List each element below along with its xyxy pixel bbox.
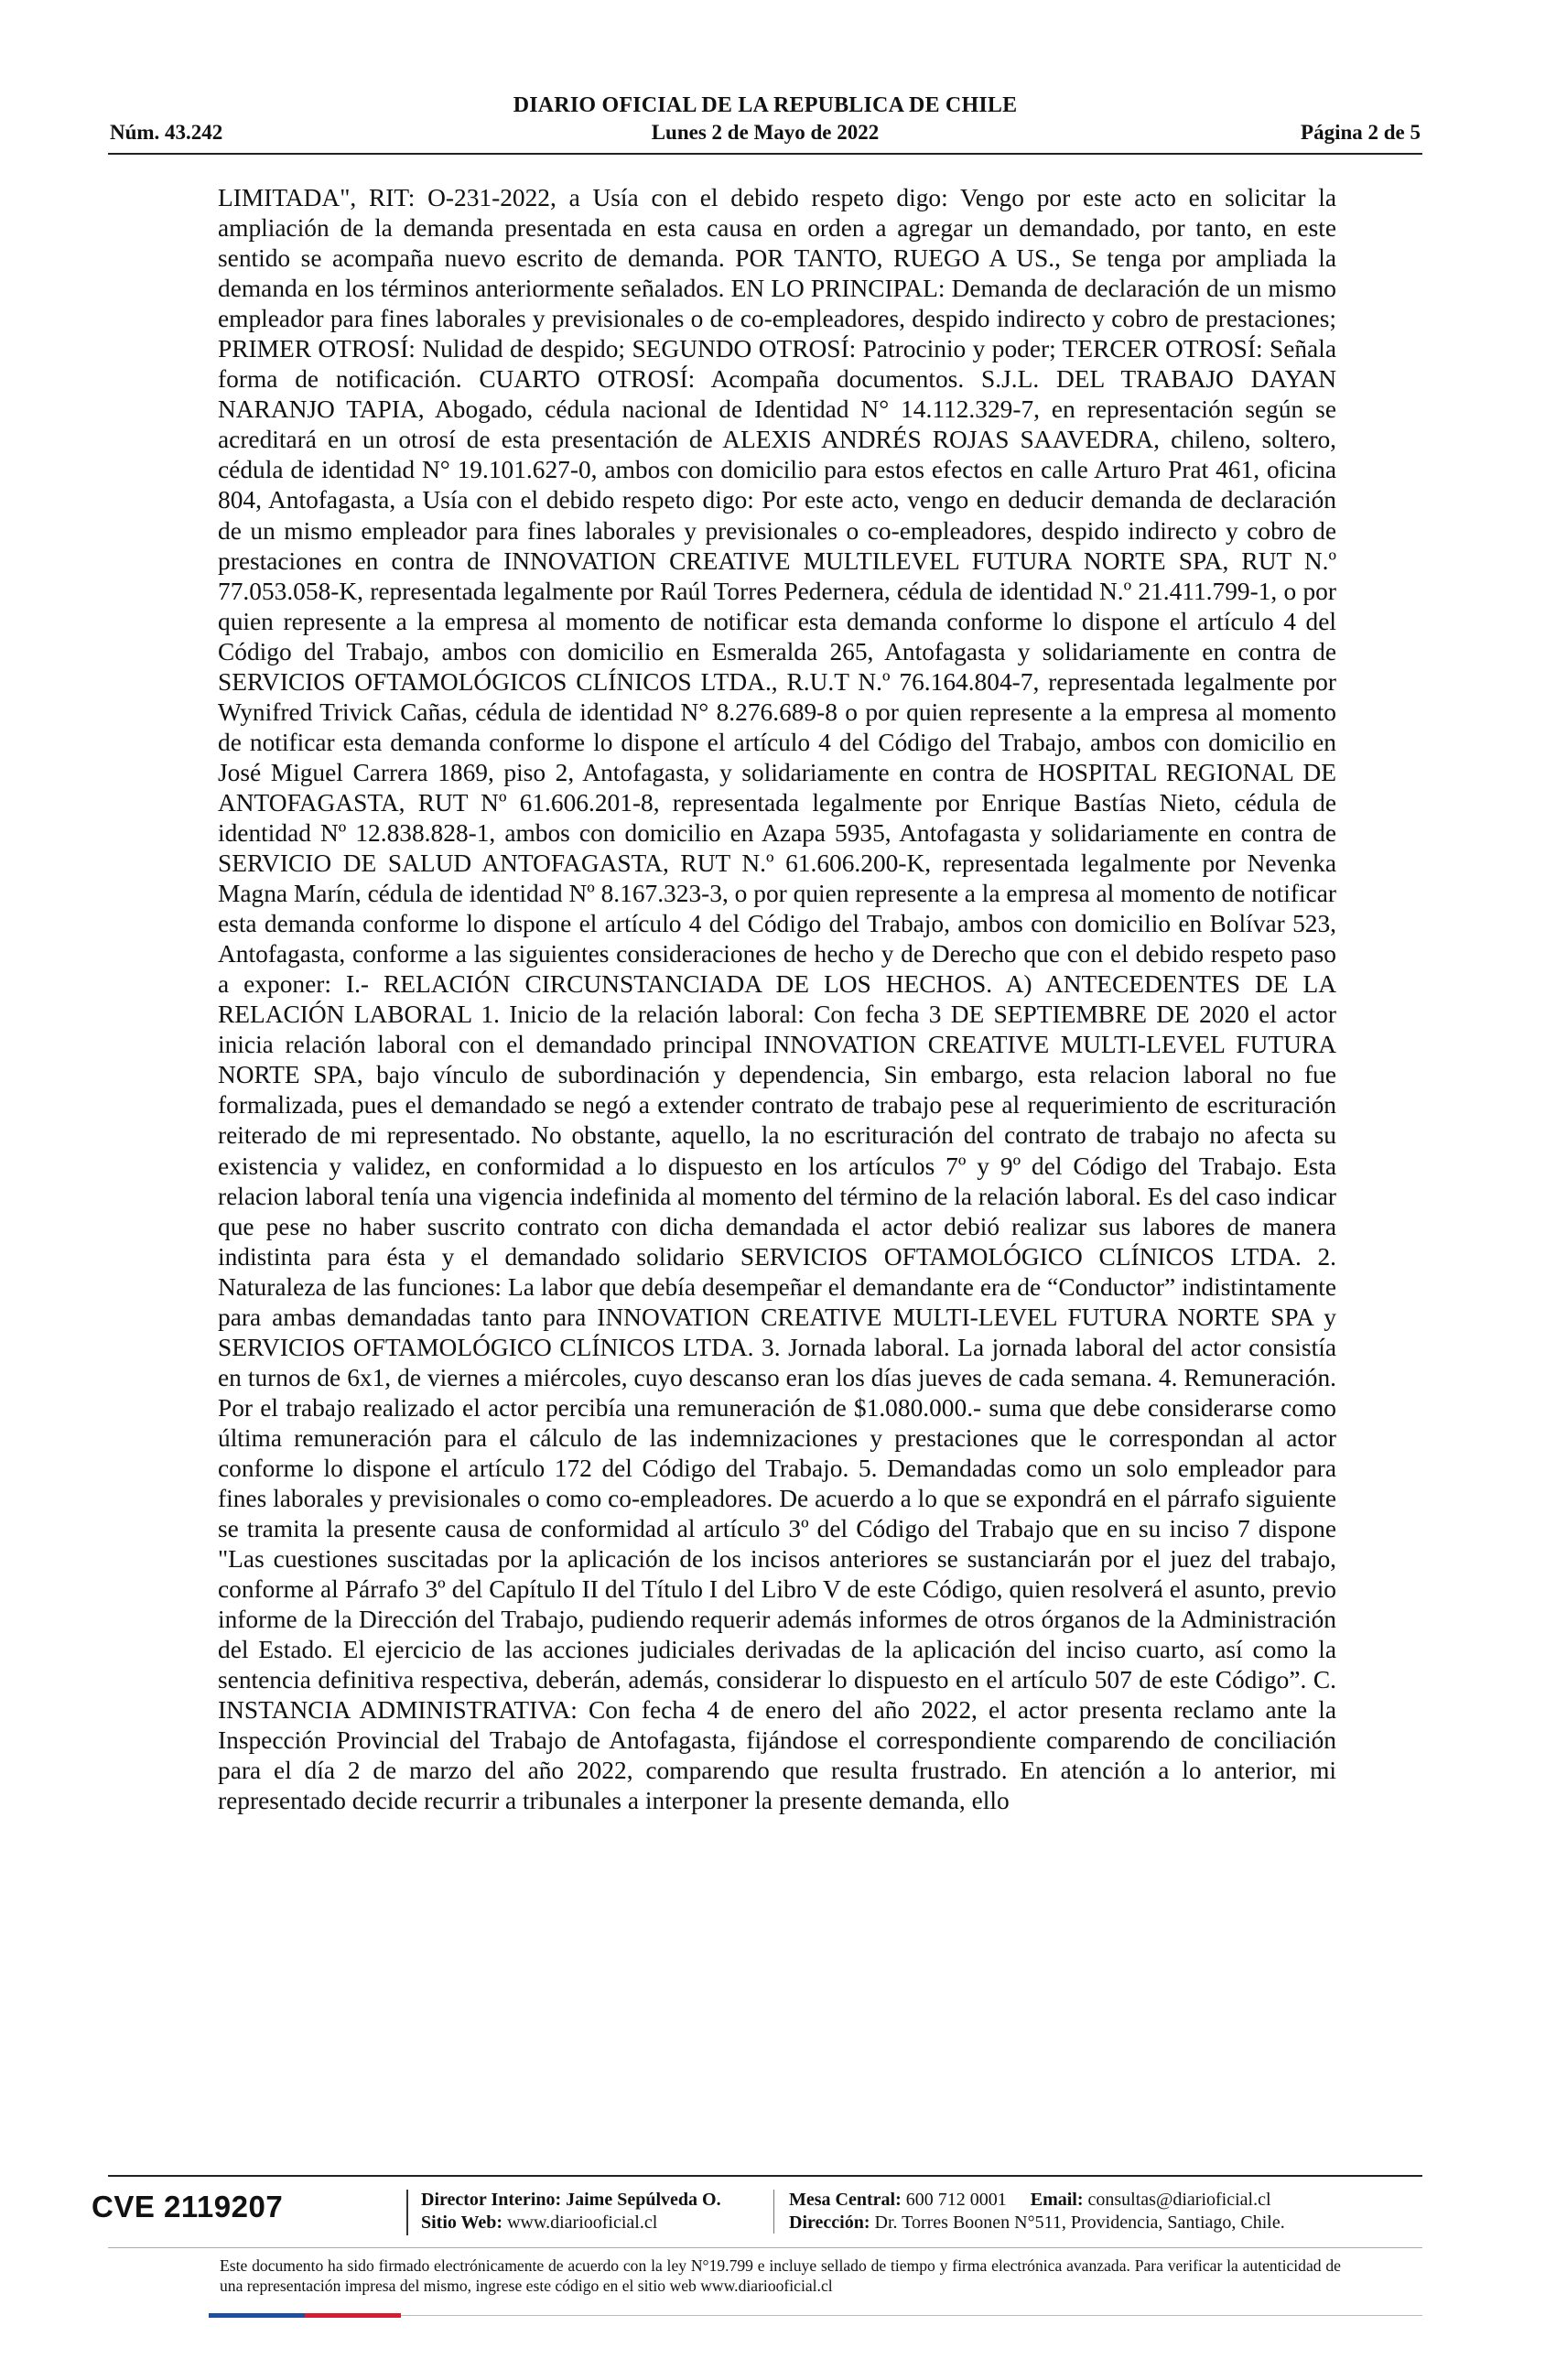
issue-number: Núm. 43.242 — [110, 121, 223, 144]
footer-divider — [108, 2175, 1422, 2177]
page-number: Página 2 de 5 — [1301, 121, 1421, 144]
cve-code: CVE 2119207 — [92, 2190, 284, 2223]
cve-separator — [406, 2190, 408, 2235]
document-body: LIMITADA", RIT: O-231-2022, a Usía con el debido respeto digo: Vengo por este acto en solicitar la ampliación de la demanda presentada en esta causa en orden a agregar un demandado, por tanto, en este sentido se acompaña nuevo escrito de demanda. POR TANTO, RUEGO A US., Se tenga por ampliada la demanda en los términos anteriormente señalados. EN LO PRINCIPAL: Demanda de declaración de un mismo empleador para fines laborales y previsionales o de co-empleadores, despido indirecto y cobro de prestaciones; PRIMER OTROSÍ: Nulidad de despido; SEGUNDO OTROSÍ: Patrocinio y poder; TERCER OTROSÍ: Señala forma de notificación. CUARTO OTROSÍ: Acompaña documentos. S.J.L. DEL TRABAJO DAYAN NARANJO TAPIA, Abogado, cédula nacional de Identidad N° 14.112.329-7, en representación según se acreditará en un otrosí de esta presentación de ALEXIS ANDRÉS ROJAS SAAVEDRA, chileno, soltero, cédula de identidad N° 19.101.627-0, ambos con domicilio para estos efectos en calle Arturo Prat 461, oficina 804, Antofagasta, a Usía con el debido respeto digo: Por este acto, vengo en deducir demanda de declaración de un mismo empleador para fines laborales y previsionales o co-empleadores, despido indirecto y cobro de prestaciones en contra de INNOVATION CREATIVE MULTILEVEL FUTURA NORTE SPA, RUT N.º 77.053.058-K, representada legalmente por Raúl Torres Pedernera, cédula de identidad N.º 21.411.799-1, o por quien represente a la empresa al momento de notificar esta demanda conforme lo dispone el artículo 4 del Código del Trabajo, ambos con domicilio en Esmeralda 265, Antofagasta y solidariamente en contra de SERVICIOS OFTAMOLÓGICOS CLÍNICOS LTDA., R.U.T N.º 76.164.804-7, representada legalmente por Wynifred Trivick Cañas, cédula de identidad N° 8.276.689-8 o por quien represente a la empresa al momento de notificar esta demanda conforme lo dispone el artículo 4 del Código del Trabajo, ambos con domicilio en José Miguel Carrera 1869, piso 2, Antofagasta, y solidariamente en contra de HOSPITAL REGIONAL DE ANTOFAGASTA, RUT Nº 61.606.201-8, representada legalmente por Enrique Bastías Nieto, cédula de identidad Nº 12.838.828-1, ambos con domicilio en Azapa 5935, Antofagasta y solidariamente en contra de SERVICIO DE SALUD ANTOFAGASTA, RUT N.º 61.606.200-K, representada legalmente por Nevenka Magna Marín, cédula de identidad Nº 8.167.323-3, o por quien represente a la empresa al momento de notificar esta demanda conforme lo dispone el artículo 4 del Código del Trabajo, ambos con domicilio en Bolívar 523, Antofagasta, conforme a las siguientes consideraciones de hecho y de Derecho que con el debido respeto paso a exponer: I.- RELACIÓN CIRCUNSTANCIADA DE LOS HECHOS. A) ANTECEDENTES DE LA RELACIÓN LABORAL 1. Inicio de la relación laboral: Con fecha 3 DE SEPTIEMBRE DE 2020 el actor inicia relación laboral con el demandado principal INNOVATION CREATIVE MULTI-LEVEL FUTURA NORTE SPA, bajo vínculo de subordinación y dependencia, Sin embargo, esta relacion laboral no fue formalizada, pues el demandado se negó a extender contrato de trabajo pese al requerimiento de escrituración reiterado de mi representado. No obstante, aquello, la no escrituración del contrato de trabajo no afecta su existencia y validez, en conformidad a lo dispuesto en los artículos 7º y 9º del Código del Trabajo. Esta relacion laboral tenía una vigencia indefinida al momento del término de la relación laboral. Es del caso indicar que pese no haber suscrito contrato con dicha demandada el actor debió realizar sus labores de manera indistinta para ésta y el demandado solidario SERVICIOS OFTAMOLÓGICO CLÍNICOS LTDA. 2. Naturaleza de las funciones: La labor que debía desempeñar el demandante era de “Conductor” indistintamente para ambas demandadas tanto para INNOVATION CREATIVE MULTI-LEVEL FUTURA NORTE SPA y SERVICIOS OFTAMOLÓGICO CLÍNICOS LTDA. 3. Jornada laboral. La jornada laboral del actor consistía en turnos de 6x1, de viernes a miércoles, cuyo descanso eran los días jueves de cada semana. 4. Remuneración. Por el trabajo realizado el actor percibía una remuneración de $1.080.000.- suma que debe considerarse como última remuneración para el cálculo de las indemnizaciones y prestaciones que le correspondan al actor conforme lo dispone el artículo 172 del Código del Trabajo. 5. Demandadas como un solo empleador para fines laborales y previsionales o como co-empleadores. De acuerdo a lo que se expondrá en el párrafo siguiente se tramita la presente causa de conformidad al artículo 3º del Código del Trabajo que en su inciso 7 dispone "Las cuestiones suscitadas por la aplicación de los incisos anteriores se sustanciarán por el juez del trabajo, conforme al Párrafo 3º del Capítulo II del Título I del Libro V de este Código, quien resolverá el asunto, previo informe de la Dirección del Trabajo, pudiendo requerir además informes de otros órganos de la Administración del Estado. El ejercicio de las acciones judiciales derivadas de la aplicación del inciso cuarto, así como la sentencia definitiva respectiva, deberán, además, considerar lo dispuesto en el artículo 507 de este Código”. C. INSTANCIA ADMINISTRATIVA: Con fecha 4 de enero del año 2022, el actor presenta reclamo ante la Inspección Provincial del Trabajo de Antofagasta, fijándose el correspondiente comparendo de conciliación para el día 2 de marzo del año 2022, comparendo que resulta frustrado. En atención a lo anterior, mi representado decide recurrir a tribunales a interponer la presente demanda, ello — [218, 184, 1336, 1815]
header-divider — [108, 153, 1422, 155]
address-value: Dr. Torres Boonen N°511, Providencia, Santiago, Chile. — [874, 2212, 1285, 2233]
chile-flag-stripe — [209, 2313, 401, 2318]
email-label: Email: — [1030, 2190, 1084, 2210]
address-label: Dirección: — [789, 2212, 870, 2233]
mesa-phone: 600 712 0001 — [905, 2190, 1007, 2210]
email-link[interactable]: consultas@diarioficial.cl — [1087, 2190, 1271, 2210]
footer-column-separator — [773, 2190, 774, 2234]
footer-thin-divider — [108, 2247, 1422, 2248]
footer-contact-right — [789, 2189, 1285, 2234]
footer-contact-left — [421, 2189, 721, 2234]
director-label: Director Interino: — [421, 2190, 562, 2210]
director-name: Jaime Sepúlveda O. — [566, 2190, 721, 2210]
web-label: Sitio Web: — [421, 2212, 503, 2233]
flag-red-segment — [305, 2313, 401, 2318]
page-header — [110, 93, 1421, 150]
web-link[interactable]: www.diariooficial.cl — [507, 2212, 658, 2233]
footer-bottom-rule — [401, 2315, 1422, 2316]
flag-blue-segment — [209, 2313, 305, 2318]
publication-title: DIARIO OFICIAL DE LA REPUBLICA DE CHILE — [513, 93, 1018, 117]
mesa-label: Mesa Central: — [789, 2190, 902, 2210]
issue-date: Lunes 2 de Mayo de 2022 — [651, 121, 880, 144]
header-meta-row — [110, 121, 1421, 145]
signature-disclaimer: Este documento ha sido firmado electrónicamente de acuerdo con la ley N°19.799 e incluye sellado de tiempo y firma electrónica avanzada. Para verificar la autenticidad de una representación impresa del mismo, ingrese este código en el sitio web www.diariooficial.cl — [220, 2256, 1341, 2295]
